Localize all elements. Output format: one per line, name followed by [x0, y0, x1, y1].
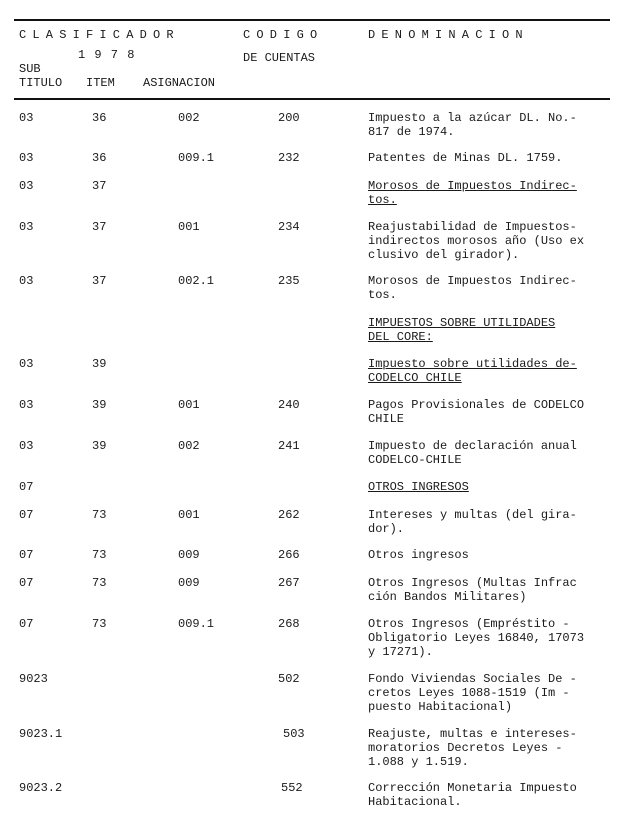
subtitulo-cell: 03 [19, 179, 34, 193]
codigo-cell: 234 [278, 220, 300, 234]
header-denominacion: DENOMINACION [368, 28, 529, 42]
item-cell: 39 [92, 398, 107, 412]
subtitulo-cell: 03 [19, 274, 34, 288]
subtitulo-cell: 9023.2 [19, 781, 63, 795]
codigo-cell: 268 [278, 617, 300, 631]
denominacion-cell: Impuesto a la azúcar DL. No.- 817 de 1974. [368, 111, 577, 139]
item-cell: 37 [92, 220, 107, 234]
denominacion-cell: Otros Ingresos (Empréstito - Obligatorio Leyes 16840, 17073 y 17271). [368, 617, 585, 659]
codigo-cell: 262 [278, 508, 300, 522]
codigo-cell: 502 [278, 672, 300, 686]
item-cell: 73 [92, 576, 107, 590]
subtitulo-cell: 03 [19, 439, 34, 453]
item-cell: 39 [92, 439, 107, 453]
denominacion-cell: Morosos de Impuestos Indirec- tos. [368, 274, 577, 302]
denominacion-cell: Reajuste, multas e intereses- moratorios Decretos Leyes - 1.088 y 1.519. [368, 727, 577, 769]
denominacion-cell: Pagos Provisionales de CODELCO CHILE [368, 398, 585, 426]
header-de-cuentas: DE CUENTAS [243, 51, 316, 65]
item-cell: 73 [92, 548, 107, 562]
item-cell: 36 [92, 151, 107, 165]
item-cell: 37 [92, 179, 107, 193]
asignacion-cell: 001 [178, 220, 200, 234]
item-cell: 36 [92, 111, 107, 125]
subtitulo-cell: 07 [19, 480, 34, 494]
codigo-cell: 266 [278, 548, 300, 562]
item-cell: 37 [92, 274, 107, 288]
item-cell: 73 [92, 508, 107, 522]
header-codigo: CODIGO [243, 28, 324, 42]
subtitulo-cell: 9023 [19, 672, 48, 686]
subtitulo-cell: 03 [19, 398, 34, 412]
asignacion-cell: 001 [178, 398, 200, 412]
asignacion-cell: 002 [178, 111, 200, 125]
top-rule [14, 19, 610, 21]
subtitulo-cell: 07 [19, 548, 34, 562]
denominacion-cell: Corrección Monetaria Impuesto Habitacional. [368, 781, 577, 809]
header-clasificador: CLASIFICADOR [19, 28, 180, 42]
header-titulo: TITULO [19, 76, 63, 90]
subtitulo-cell: 03 [19, 357, 34, 371]
codigo-cell: 232 [278, 151, 300, 165]
header-sub: SUB [19, 62, 41, 76]
subtitulo-cell: 07 [19, 508, 34, 522]
header-rule [14, 98, 610, 100]
header-item: ITEM [86, 76, 115, 90]
codigo-cell: 200 [278, 111, 300, 125]
codigo-cell: 552 [281, 781, 303, 795]
asignacion-cell: 002 [178, 439, 200, 453]
asignacion-cell: 009.1 [178, 617, 215, 631]
codigo-cell: 235 [278, 274, 300, 288]
asignacion-cell: 002.1 [178, 274, 215, 288]
denominacion-cell: Patentes de Minas DL. 1759. [368, 151, 563, 165]
codigo-cell: 267 [278, 576, 300, 590]
header-asignacion: ASIGNACION [143, 76, 216, 90]
denominacion-cell: Morosos de Impuestos Indirec- tos. [368, 179, 577, 207]
item-cell: 73 [92, 617, 107, 631]
denominacion-cell: Otros Ingresos (Multas Infrac ción Bandos Militares) [368, 576, 577, 604]
denominacion-cell: Fondo Viviendas Sociales De - cretos Leyes 1088-1519 (Im - puesto Habitacional) [368, 672, 577, 714]
subtitulo-cell: 07 [19, 617, 34, 631]
denominacion-cell: IMPUESTOS SOBRE UTILIDADES DEL CORE: [368, 316, 556, 344]
asignacion-cell: 009 [178, 548, 200, 562]
item-cell: 39 [92, 357, 107, 371]
codigo-cell: 503 [283, 727, 305, 741]
header-year: 1 9 7 8 [78, 48, 136, 62]
asignacion-cell: 009 [178, 576, 200, 590]
denominacion-cell: OTROS INGRESOS [368, 480, 469, 494]
asignacion-cell: 009.1 [178, 151, 215, 165]
denominacion-cell: Impuesto de declaración anual CODELCO-CHILE [368, 439, 577, 467]
denominacion-cell: Intereses y multas (del gira- dor). [368, 508, 577, 536]
codigo-cell: 240 [278, 398, 300, 412]
denominacion-cell: Impuesto sobre utilidades de- CODELCO CHILE [368, 357, 577, 385]
denominacion-cell: Otros ingresos [368, 548, 469, 562]
subtitulo-cell: 9023.1 [19, 727, 63, 741]
subtitulo-cell: 03 [19, 220, 34, 234]
codigo-cell: 241 [278, 439, 300, 453]
subtitulo-cell: 03 [19, 151, 34, 165]
subtitulo-cell: 03 [19, 111, 34, 125]
denominacion-cell: Reajustabilidad de Impuestos- indirectos morosos año (Uso ex clusivo del girador). [368, 220, 585, 262]
subtitulo-cell: 07 [19, 576, 34, 590]
asignacion-cell: 001 [178, 508, 200, 522]
